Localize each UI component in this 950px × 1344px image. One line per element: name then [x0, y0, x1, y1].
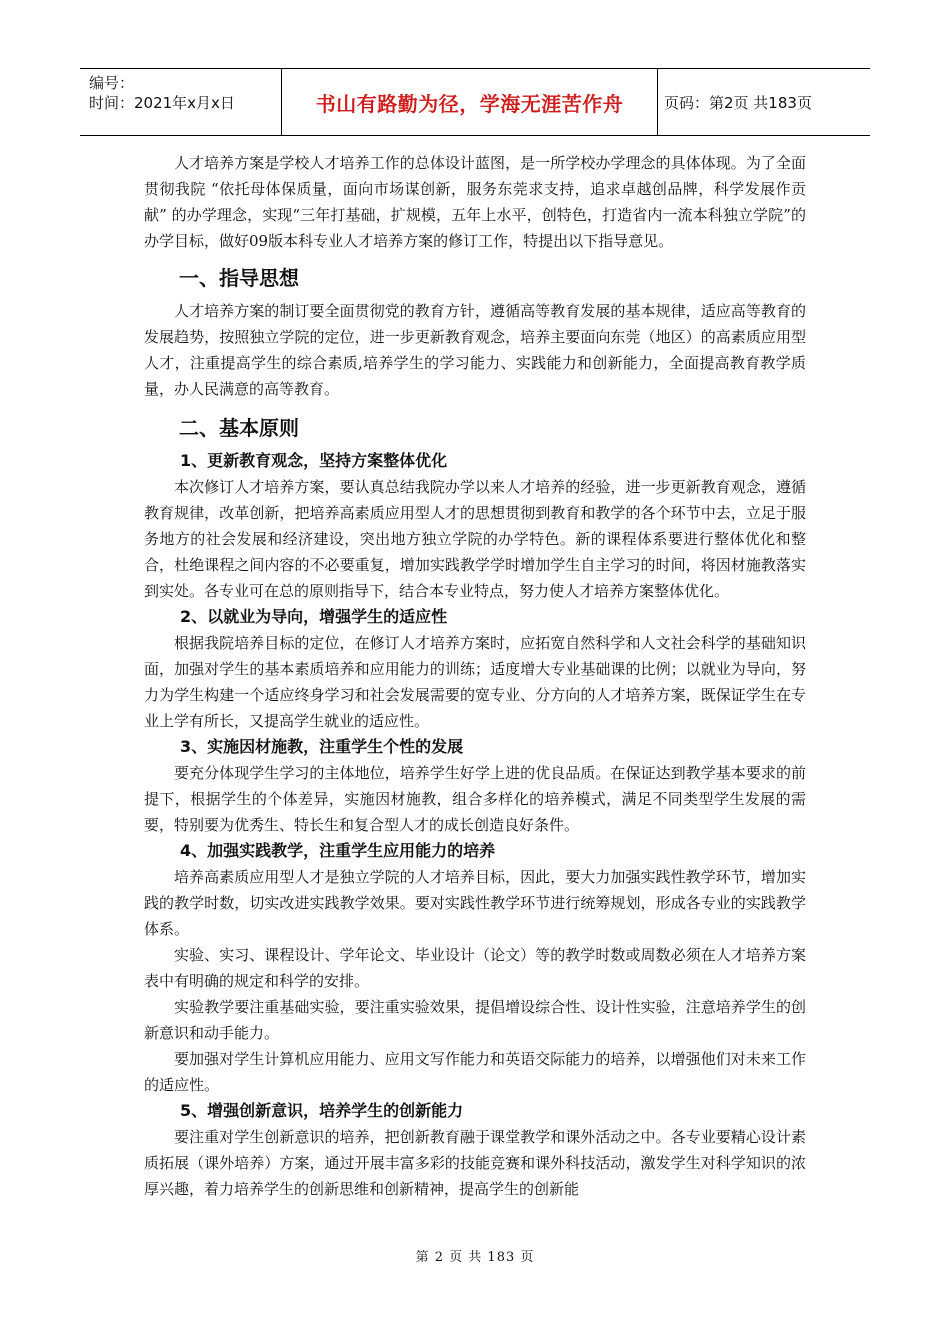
principle-4-text-2: 实验、实习、课程设计、学年论文、毕业设计（论文）等的教学时数或周数必须在人才培养方案表中有明确的规定和科学的安排。 [144, 946, 806, 990]
intro-paragraph: 人才培养方案是学校人才培养工作的总体设计蓝图，是一所学校办学理念的具体体现。为了全面贯彻我院 “依托母体保质量，面向市场谋创新，服务东莞求支持，追求卓越创品牌，科学发展作贡献” 的办学理念，实现“三年打基础，扩规模，五年上水平，创特色，打造省内一流本科独立学院”的办学目标，做好09版本科专业人才培养方案的修订工作，特提出以下指导意见。 [144, 154, 806, 250]
doc-code-label: 编号： [89, 74, 135, 92]
principle-3-title: 3、实施因材施教，注重学生个性的发展 [180, 737, 464, 756]
header-page-info: 页码：第2页 共183页 [664, 93, 812, 112]
principle-1-title: 1、更新教育观念，坚持方案整体优化 [180, 451, 448, 470]
principle-5-text: 要注重对学生创新意识的培养，把创新教育融于课堂教学和课外活动之中。各专业要精心设计素质拓展（课外培养）方案，通过开展丰富多彩的技能竞赛和课外科技活动，激发学生对科学知识的浓厚兴趣，着力培养学生的创新思维和创新精神，提高学生的创新能 [144, 1128, 806, 1198]
principle-1-text: 本次修订人才培养方案，要认真总结我院办学以来人才培养的经验，进一步更新教育观念，遵循教育规律，改革创新，把培养高素质应用型人才的思想贯彻到教育和教学的各个环节中去，立足于服务地方的社会发展和经济建设，突出地方独立学院的办学特色。新的课程体系要进行整体优化和整合，杜绝课程之间内容的不必要重复，增加实践教学学时增加学生自主学习的时间，将因材施教落实到实处。各专业可在总的原则指导下，结合本专业特点，努力使人才培养方案整体优化。 [144, 478, 806, 600]
principle-4-text-1: 培养高素质应用型人才是独立学院的人才培养目标，因此，要大力加强实践性教学环节，增加实践的教学时数，切实改进实践教学效果。要对实践性教学环节进行统筹规划，形成各专业的实践教学体系。 [144, 868, 806, 938]
principle-3-text: 要充分体现学生学习的主体地位，培养学生好学上进的优良品质。在保证达到教学基本要求的前提下，根据学生的个体差异，实施因材施教，组合多样化的培养模式，满足不同类型学生发展的需要，特别要为优秀生、特长生和复合型人才的成长创造良好条件。 [144, 764, 806, 834]
principle-2-title: 2、以就业为导向，增强学生的适应性 [180, 607, 448, 626]
section-title-guiding: 一、指导思想 [179, 266, 299, 290]
header-meta-cell [80, 69, 282, 135]
principle-5-title: 5、增强创新意识，培养学生的创新能力 [180, 1101, 464, 1120]
principle-4-title: 4、加强实践教学，注重学生应用能力的培养 [180, 841, 496, 860]
doc-date-label: 时间：2021年x月x日 [89, 94, 235, 112]
document-body [144, 150, 806, 1202]
page-header [80, 68, 870, 136]
principle-4-text-4: 要加强对学生计算机应用能力、应用文写作能力和英语交际能力的培养，以增强他们对未来工作的适应性。 [144, 1050, 806, 1094]
section-title-principles: 二、基本原则 [179, 416, 299, 440]
page-footer: 第 2 页 共 183 页 [415, 1250, 535, 1265]
principle-2-text: 根据我院培养目标的定位，在修订人才培养方案时，应拓宽自然科学和人文社会科学的基础知识面，加强对学生的基本素质培养和应用能力的训练；适度增大专业基础课的比例；以就业为导向，努力为学生构建一个适应终身学习和社会发展需要的宽专业、分方向的人才培养方案，既保证学生在专业上学有所长，又提高学生就业的适应性。 [144, 634, 806, 730]
header-motto: 书山有路勤为径，学海无涯苦作舟 [282, 69, 658, 135]
section-guiding-text: 人才培养方案的制订要全面贯彻党的教育方针，遵循高等教育发展的基本规律，适应高等教育的发展趋势，按照独立学院的定位，进一步更新教育观念，培养主要面向东莞（地区）的高素质应用型人才，注重提高学生的综合素质,培养学生的学习能力、实践能力和创新能力，全面提高教育教学质量，办人民满意的高等教育。 [144, 302, 806, 398]
principle-4-text-3: 实验教学要注重基础实验，要注重实验效果，提倡增设综合性、设计性实验，注意培养学生的创新意识和动手能力。 [144, 998, 806, 1042]
